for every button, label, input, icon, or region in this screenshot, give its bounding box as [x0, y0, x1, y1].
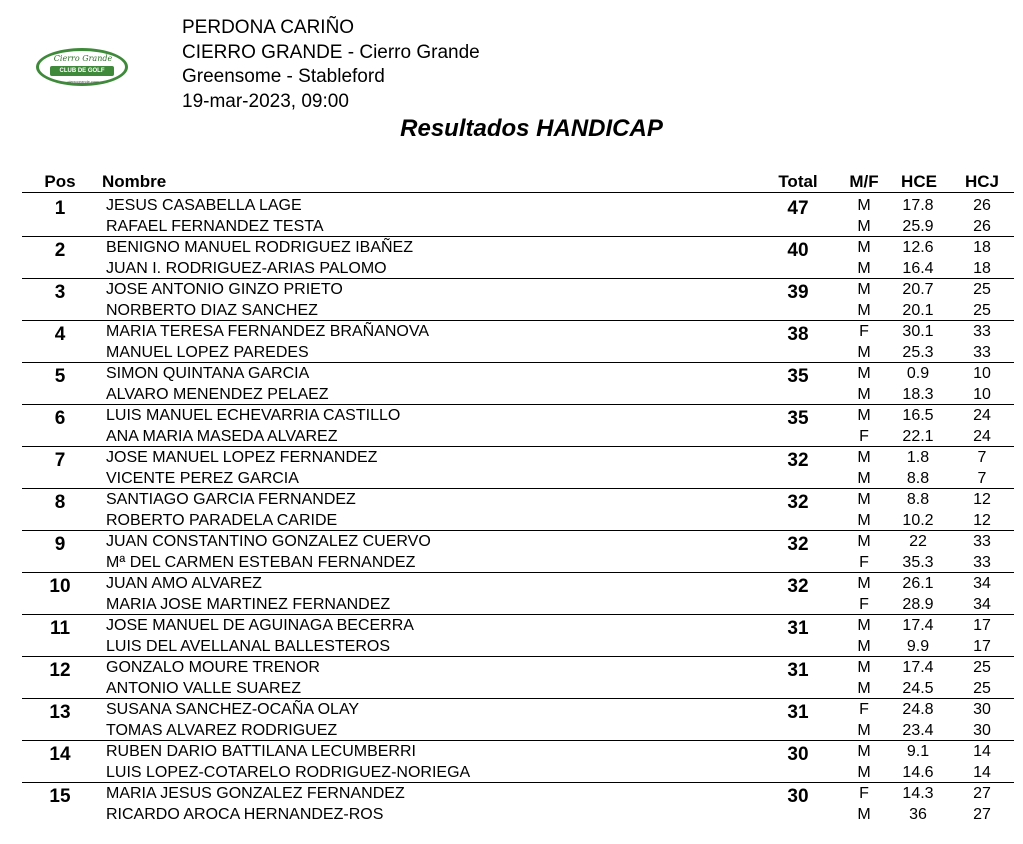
player-gender: M — [857, 197, 871, 214]
player-hce: 16.5 — [902, 407, 934, 424]
player-row — [22, 804, 1014, 825]
result-group — [22, 531, 1014, 573]
player-row — [22, 321, 1014, 342]
total-points: 32 — [787, 450, 809, 471]
position: 2 — [54, 240, 66, 261]
player-row — [22, 258, 1014, 279]
player-hcj: 24 — [973, 428, 991, 445]
col-header-hce: HCE — [901, 172, 937, 191]
total-points: 40 — [787, 240, 809, 261]
player-name: LUIS DEL AVELLANAL BALLESTEROS — [106, 638, 390, 655]
player-hcj: 27 — [973, 785, 991, 802]
player-hcj: 33 — [973, 554, 991, 571]
player-row — [22, 468, 1014, 489]
player-name: LUIS MANUEL ECHEVARRIA CASTILLO — [106, 407, 401, 424]
total-points: 32 — [787, 576, 809, 597]
player-hce: 8.8 — [906, 491, 930, 508]
player-row — [22, 573, 1014, 594]
result-group — [22, 615, 1014, 657]
player-gender: F — [859, 323, 869, 340]
player-row — [22, 552, 1014, 573]
player-row — [22, 405, 1014, 426]
result-group — [22, 237, 1014, 279]
player-gender: M — [857, 722, 871, 739]
player-hcj: 24 — [973, 407, 991, 424]
player-row — [22, 195, 1014, 216]
player-hce: 14.6 — [902, 764, 934, 781]
player-gender: M — [857, 302, 871, 319]
player-hcj: 27 — [973, 806, 991, 823]
player-gender: M — [857, 344, 871, 361]
player-gender: M — [857, 239, 871, 256]
player-hcj: 33 — [973, 323, 991, 340]
player-row — [22, 699, 1014, 720]
player-row — [22, 489, 1014, 510]
total-points: 31 — [787, 660, 809, 681]
player-name: MARIA TERESA FERNANDEZ BRAÑANOVA — [106, 323, 430, 340]
total-points: 31 — [787, 618, 809, 639]
result-group — [22, 573, 1014, 615]
player-hcj: 18 — [973, 260, 991, 277]
player-gender: M — [857, 386, 871, 403]
player-hce: 18.3 — [902, 386, 934, 403]
position: 7 — [54, 450, 66, 471]
player-gender: F — [859, 701, 869, 718]
player-name: JOSE MANUEL LOPEZ FERNANDEZ — [106, 449, 378, 466]
player-hce: 24.5 — [902, 680, 934, 697]
player-gender: M — [857, 680, 871, 697]
player-gender: F — [859, 428, 869, 445]
player-row — [22, 510, 1014, 531]
player-hce: 1.8 — [906, 449, 930, 466]
player-row — [22, 720, 1014, 741]
player-name: JOSE ANTONIO GINZO PRIETO — [106, 281, 343, 298]
player-hce: 25.9 — [902, 218, 934, 235]
player-hcj: 34 — [973, 596, 991, 613]
player-hcj: 30 — [973, 722, 991, 739]
player-name: ANA MARIA MASEDA ALVAREZ — [106, 428, 338, 445]
player-hcj: 7 — [977, 449, 987, 466]
player-gender: M — [857, 218, 871, 235]
position: 1 — [54, 198, 66, 219]
player-hcj: 12 — [973, 512, 991, 529]
player-hcj: 25 — [973, 302, 991, 319]
player-row — [22, 216, 1014, 237]
player-name: LUIS LOPEZ-COTARELO RODRIGUEZ-NORIEGA — [106, 764, 471, 781]
position: 14 — [49, 744, 71, 765]
player-name: VICENTE PEREZ GARCIA — [106, 470, 299, 487]
logo-web-text: cierrogrande.com — [67, 79, 99, 84]
player-hcj: 18 — [973, 239, 991, 256]
col-header-hcj: HCJ — [964, 172, 999, 191]
player-row — [22, 363, 1014, 384]
player-hce: 9.1 — [906, 743, 930, 760]
player-row — [22, 531, 1014, 552]
player-name: JUAN I. RODRIGUEZ-ARIAS PALOMO — [106, 260, 387, 277]
player-hcj: 25 — [973, 680, 991, 697]
position: 13 — [49, 702, 71, 723]
player-name: GONZALO MOURE TRENOR — [106, 659, 320, 676]
player-name: JUAN CONSTANTINO GONZALEZ CUERVO — [106, 533, 431, 550]
club-logo — [28, 34, 140, 116]
position: 9 — [54, 534, 66, 555]
result-group — [22, 405, 1014, 447]
total-points: 35 — [787, 408, 809, 429]
total-points: 32 — [787, 492, 809, 513]
player-name: RICARDO AROCA HERNANDEZ-ROS — [106, 806, 384, 823]
player-hce: 22.1 — [902, 428, 934, 445]
player-name: SANTIAGO GARCIA FERNANDEZ — [106, 491, 356, 508]
position: 6 — [54, 408, 66, 429]
player-hce: 14.3 — [902, 785, 934, 802]
player-gender: M — [857, 281, 871, 298]
player-hce: 10.2 — [902, 512, 934, 529]
page-title: Resultados HANDICAP — [400, 115, 663, 142]
player-name: MARIA JOSE MARTINEZ FERNANDEZ — [106, 596, 391, 613]
total-points: 47 — [787, 198, 809, 219]
player-name: MANUEL LOPEZ PAREDES — [106, 344, 309, 361]
col-header-pos: Pos — [44, 172, 76, 191]
player-gender: M — [857, 491, 871, 508]
player-row — [22, 741, 1014, 762]
player-hce: 9.9 — [906, 638, 930, 655]
game-format: Greensome - Stableford — [182, 66, 385, 87]
player-gender: M — [857, 533, 871, 550]
player-hce: 30.1 — [902, 323, 934, 340]
player-gender: M — [857, 575, 871, 592]
player-gender: M — [857, 659, 871, 676]
total-points: 30 — [787, 744, 809, 765]
player-name: SUSANA SANCHEZ-OCAÑA OLAY — [106, 701, 360, 718]
result-group — [22, 195, 1014, 237]
player-name: BENIGNO MANUEL RODRIGUEZ IBAÑEZ — [106, 239, 413, 256]
header-rule — [22, 192, 1014, 193]
player-hcj: 33 — [973, 344, 991, 361]
player-gender: F — [859, 785, 869, 802]
player-gender: M — [857, 764, 871, 781]
result-group — [22, 447, 1014, 489]
player-hcj: 14 — [973, 764, 991, 781]
player-hce: 36 — [909, 806, 927, 823]
logo-club-text: CLUB DE GOLF — [50, 66, 114, 76]
player-name: TOMAS ALVAREZ RODRIGUEZ — [106, 722, 338, 739]
player-hcj: 26 — [973, 197, 991, 214]
player-hcj: 33 — [973, 533, 991, 550]
result-group — [22, 321, 1014, 363]
player-hcj: 30 — [973, 701, 991, 718]
player-name: NORBERTO DIAZ SANCHEZ — [106, 302, 318, 319]
player-gender: M — [857, 470, 871, 487]
result-group — [22, 699, 1014, 741]
player-hce: 17.4 — [902, 617, 934, 634]
position: 4 — [54, 324, 66, 345]
player-hce: 17.8 — [902, 197, 934, 214]
player-name: ALVARO MENENDEZ PELAEZ — [106, 386, 329, 403]
player-row — [22, 762, 1014, 783]
player-hce: 12.6 — [902, 239, 934, 256]
position: 5 — [54, 366, 66, 387]
player-row — [22, 657, 1014, 678]
date-time: 19-mar-2023, 09:00 — [182, 91, 349, 112]
competition-name: PERDONA CARIÑO — [182, 17, 355, 38]
col-header-mf: M/F — [849, 172, 879, 191]
player-row — [22, 237, 1014, 258]
player-row — [22, 636, 1014, 657]
player-gender: M — [857, 806, 871, 823]
player-hcj: 17 — [973, 617, 991, 634]
position: 11 — [49, 618, 71, 639]
player-hce: 35.3 — [902, 554, 934, 571]
col-header-total: Total — [778, 172, 818, 191]
result-group — [22, 489, 1014, 531]
player-gender: M — [857, 407, 871, 424]
position: 3 — [54, 282, 66, 303]
player-name: MARIA JESUS GONZALEZ FERNANDEZ — [106, 785, 405, 802]
total-points: 38 — [787, 324, 809, 345]
player-hcj: 14 — [973, 743, 991, 760]
player-hce: 0.9 — [906, 365, 930, 382]
player-hce: 25.3 — [902, 344, 934, 361]
course-name: CIERRO GRANDE - Cierro Grande — [182, 42, 480, 63]
player-name: ROBERTO PARADELA CARIDE — [106, 512, 338, 529]
player-row — [22, 447, 1014, 468]
player-name: JUAN AMO ALVAREZ — [106, 575, 262, 592]
logo-script-text: Cierro Grande — [53, 54, 113, 63]
total-points: 39 — [787, 282, 809, 303]
player-gender: M — [857, 260, 871, 277]
player-hce: 22 — [909, 533, 927, 550]
position: 10 — [49, 576, 71, 597]
total-points: 35 — [787, 366, 809, 387]
player-name: JOSE MANUEL DE AGUINAGA BECERRA — [106, 617, 414, 634]
player-row — [22, 426, 1014, 447]
player-name: RAFAEL FERNANDEZ TESTA — [106, 218, 324, 235]
player-gender: M — [857, 365, 871, 382]
player-name: SIMON QUINTANA GARCIA — [106, 365, 310, 382]
player-name: RUBEN DARIO BATTILANA LECUMBERRI — [106, 743, 416, 760]
player-gender: M — [857, 617, 871, 634]
position: 15 — [49, 786, 71, 807]
player-hce: 16.4 — [902, 260, 934, 277]
player-row — [22, 678, 1014, 699]
player-hcj: 10 — [973, 386, 991, 403]
player-gender: F — [859, 596, 869, 613]
player-gender: M — [857, 449, 871, 466]
player-row — [22, 783, 1014, 804]
player-hce: 8.8 — [906, 470, 930, 487]
col-header-name: Nombre — [102, 172, 167, 191]
total-points: 31 — [787, 702, 809, 723]
result-group — [22, 741, 1014, 783]
player-row — [22, 594, 1014, 615]
player-hce: 17.4 — [902, 659, 934, 676]
player-hcj: 34 — [973, 575, 991, 592]
player-hce: 20.1 — [902, 302, 934, 319]
player-name: JESUS CASABELLA LAGE — [106, 197, 302, 214]
player-hce: 28.9 — [902, 596, 934, 613]
player-row — [22, 300, 1014, 321]
position: 12 — [49, 660, 71, 681]
player-row — [22, 342, 1014, 363]
player-hcj: 7 — [977, 470, 987, 487]
player-gender: M — [857, 638, 871, 655]
player-hcj: 25 — [973, 659, 991, 676]
player-name: ANTONIO VALLE SUAREZ — [106, 680, 302, 697]
player-hcj: 17 — [973, 638, 991, 655]
player-hcj: 12 — [973, 491, 991, 508]
result-group — [22, 783, 1014, 825]
total-points: 32 — [787, 534, 809, 555]
result-group — [22, 363, 1014, 405]
result-group — [22, 657, 1014, 699]
player-hce: 24.8 — [902, 701, 934, 718]
player-gender: M — [857, 743, 871, 760]
player-hcj: 25 — [973, 281, 991, 298]
position: 8 — [54, 492, 66, 513]
result-group — [22, 279, 1014, 321]
player-hce: 26.1 — [902, 575, 934, 592]
total-points: 30 — [787, 786, 809, 807]
player-hcj: 10 — [973, 365, 991, 382]
player-row — [22, 279, 1014, 300]
player-hce: 20.7 — [902, 281, 934, 298]
player-hce: 23.4 — [902, 722, 934, 739]
player-hcj: 26 — [973, 218, 991, 235]
player-gender: M — [857, 512, 871, 529]
player-row — [22, 615, 1014, 636]
player-name: Mª DEL CARMEN ESTEBAN FERNANDEZ — [106, 554, 416, 571]
player-gender: F — [859, 554, 869, 571]
player-row — [22, 384, 1014, 405]
